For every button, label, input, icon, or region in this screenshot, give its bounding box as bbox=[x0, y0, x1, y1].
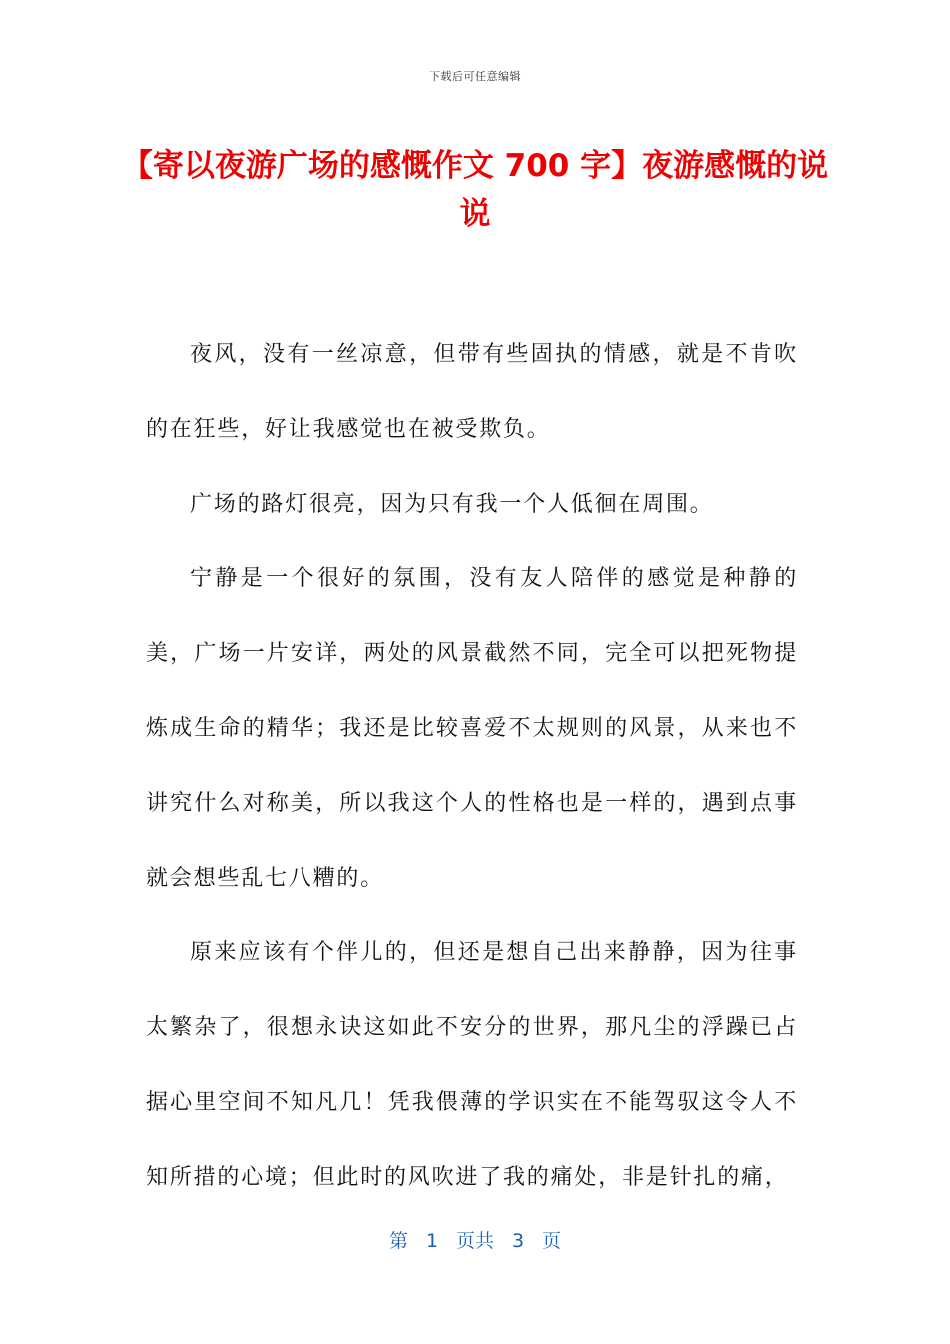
paragraph: 广场的路灯很亮，因为只有我一个人低徊在周围。 bbox=[190, 491, 714, 517]
document-title: 【寄以夜游广场的感慨作文 700 字】夜游感慨的说说 bbox=[121, 148, 829, 232]
paragraph: 夜风，没有一丝凉意，但带有些固执的情感，就是不肯吹的在狂些，好让我感觉也在被受欺负。 bbox=[146, 342, 798, 442]
current-page-number: 1 bbox=[425, 1230, 439, 1252]
document-body bbox=[146, 318, 798, 1216]
footer-prefix: 第 bbox=[388, 1230, 408, 1252]
footer-middle: 页共 bbox=[455, 1230, 494, 1252]
page-footer bbox=[0, 1226, 950, 1253]
footer-suffix: 页 bbox=[542, 1230, 562, 1252]
paragraph: 宁静是一个很好的氛围，没有友人陪伴的感觉是种静的美，广场一片安详，两处的风景截然不同，完全可以把死物提炼成生命的精华；我还是比较喜爱不太规则的风景，从来也不讲究什么对称美，所以我这个人的性格也是一样的，遇到点事就会想些乱七八糟的。 bbox=[146, 566, 798, 891]
total-pages-number: 3 bbox=[511, 1230, 525, 1252]
paragraph: 原来应该有个伴儿的，但还是想自己出来静静，因为往事太繁杂了，很想永诀这如此不安分的世界，那凡尘的浮躁已占据心里空间不知凡几！凭我偎薄的学识实在不能驾驭这令人不知所措的心境；但此时的风吹进了我的痛处，非是针扎的痛， bbox=[146, 940, 798, 1190]
header-note: 下载后可任意编辑 bbox=[429, 70, 521, 83]
